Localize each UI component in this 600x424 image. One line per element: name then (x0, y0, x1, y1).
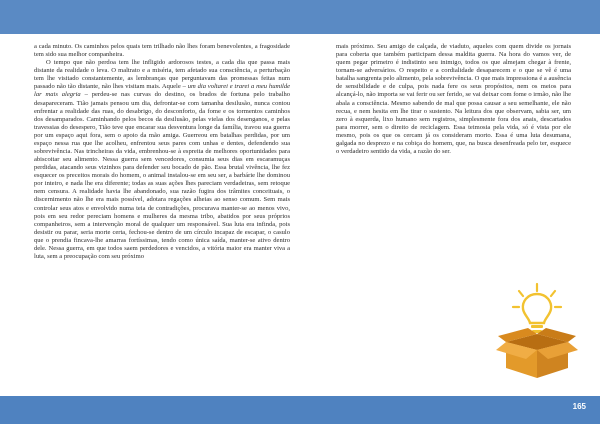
left-paragraph-2-b: – perdeu-se nas curvas do destino, os brados de fortuna pelo trabalho desapareceram. Tião jamais pensou um dia, defrontar-se com tamanha desilusão, nunca contou enfrentar a realidade das ruas, do desabrigo, do desconforto, da fome e os tormentos caminhos dos desamparados. Caminhando pelos becos da desilusão, pelas vielas dos desenganos, e pelas travessias do desespero, Tião teve que encarar sua desventura longe da família, travou sua guerra por um espaço aqui fora, sem o apoio da mão amiga. Guerreou em batalhas perdidas, por um espaço nessa rua que lhe acolheu, enfrentou seus pares com unhas e dentes, defendendo sua sobrevivência. Nas trincheiras da vida, embrenhou-se à espreita de melhores oportunidades para abiscoitar seu alimento. Nessa guerra sem vencedores, consumia seus dias em escaramuças perdidas, atacando seus vizinhos para defender seu bocado de pão. Essa brutal vivência, lhe fez esquecer os preceitos morais do homem, o animal instalou-se em seu ser, a barbárie lhe dominou por inteiro, e nada lhe era diferente; todas as suas ações lhes pareciam verdadeiras, sem retoque nem censura. A realidade havia lhe abandonado, sua razão fugira dos trâmites conceituais, o discernimento não lhe era mais possível, adotara regações alheias ao senso comum. Sem mais controlar seus atos e envolvido numa teia de contradições, procurava manter-se ao menos vivo, pois em seu redor pereciam homens e mulheres da mesma tribo, abatidos por seus próprios companheiros, sem a intervenção moral de qualquer um responsável. Sua luta era infinda, pois desistir ou parar, seria morte certa, fechou-se dentro de um círculo incapaz de escapar, o casulo que o prendia fincava-lhe amarras fortíssimas, tendo como única saída, manter-se ativo dentro dele. Nessa guerra, em que todos saem perdedores e vencidos, a vitória maior era manter viva a luta, sem a preocupação com seu próximo (34, 91, 290, 261)
left-paragraph-1: a cada minuto. Os caminhos pelos quais tem trilhado não lhes foram benevolentes, a fragosidade tem sido sua melhor companheira. (34, 43, 290, 59)
left-paragraph-2 (34, 59, 290, 261)
bottom-band (0, 396, 600, 424)
page-number: 165 (572, 402, 586, 411)
left-column (34, 43, 290, 261)
right-column (336, 43, 571, 156)
lightbulb-box-icon (492, 280, 582, 380)
top-band (0, 0, 600, 34)
left-paragraph-2-a: O tempo que não perdoa tem lhe infligido ardorosos testes, a cada dia que passa mais distante da realidade o leva. O maltrato e a miséria, tem afetado sua consciência, a perturbação tem lhe visitado constantemente, as lembranças que perguntavam das promessas feitas num passado não tão distante, não lhes visitam mais. Aquele – (34, 59, 290, 91)
right-paragraph-1: mais próximo. Seu amigo de calçada, de viaduto, aqueles com quem divide os jornais para coberta que também participam dessa maldita guerra. Na hora do vamos ver, de quem pegar primeiro é indistinto seu inimigo, todos os que almejam chegar à frente, tornam-se adversários. O respeito e a cordialidade desaparecem e o que se vê é uma batalha sangrenta pelo alimento, pela sobrevivência. O que mais impressiona é a ausência de sensibilidade e de culpa, pois nada fere os seus propósitos, nem os meios para alcançá-lo, não importa se vai ferir ou ser ferido, se vai deixar com fome o irmão, não lhe abala a consciência. Mesmo sabendo de mal que possa causar a seu semelhante, ele não recua, e nem hesita em lhe tirar o sustento. Na leitura dos que observam, sabia ser, um zero à esquerda, lixo humano sem registros, simplesmente fora dos anais, descartados para morrer, sem o direito de reciclagem. Essa teimosia pela vida, só é vista por ele mesmo, pois os que os cercam já os consideram morto. Essa é uma luta desumana, galgada no desprezo e na cobiça do homem, que, na busca desenfreada pelo ter, esquece o verdadeiro sentido da vida, a razão do ser. (336, 43, 571, 156)
left-paragraph-2-quote: um dia voltarei e trarei a meu humilde lar mais alegria (34, 83, 291, 99)
